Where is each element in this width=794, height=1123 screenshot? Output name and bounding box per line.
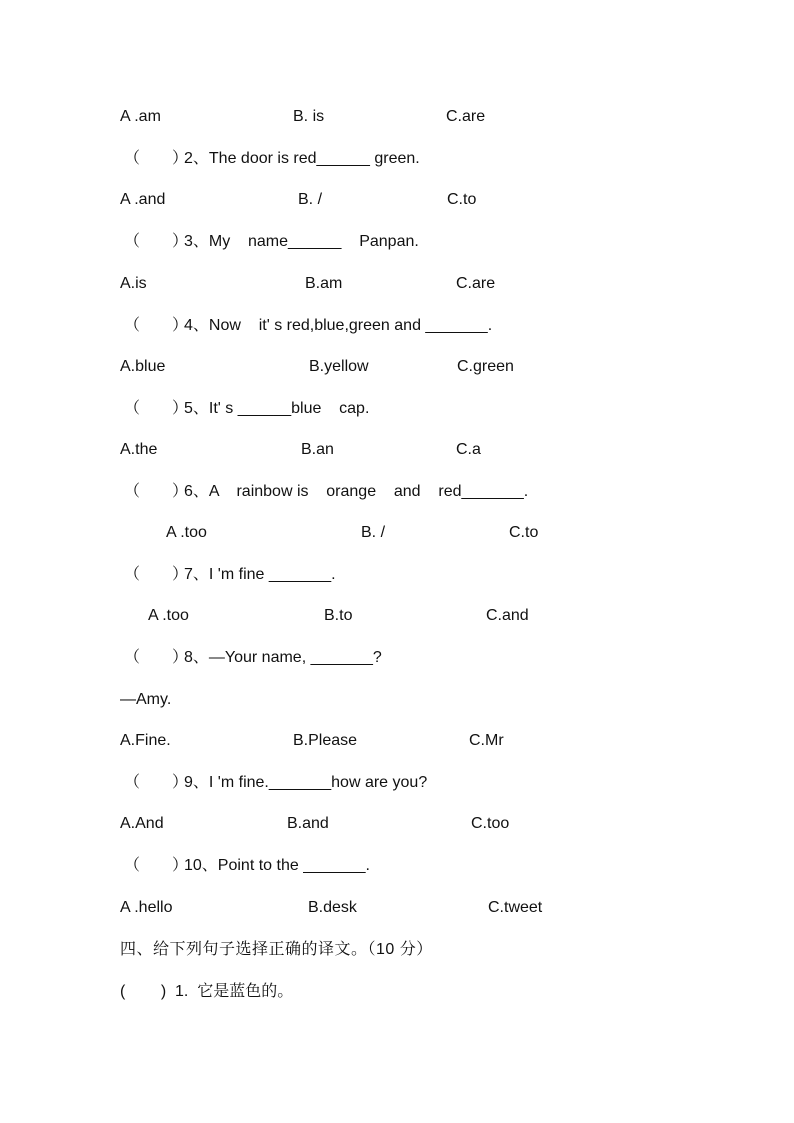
q5-answer-blank: （ ）	[124, 400, 189, 417]
q7-answer-blank: （ ）	[124, 566, 189, 583]
q8-option-c: C.Mr	[469, 732, 504, 749]
q6-answer-blank: （ ）	[124, 483, 189, 500]
question-2	[0, 147, 794, 171]
q8-option-b: B.Please	[293, 732, 358, 749]
q8-reply	[0, 688, 794, 712]
q7-option-b: B.to	[324, 607, 353, 624]
q3-text: 3、My name______ Panpan.	[184, 233, 419, 250]
q2-answer-blank: （ ）	[124, 150, 189, 167]
q4-text: 4、Now it' s red,blue,green and _______.	[184, 317, 493, 334]
q2-text: 2、The door is red______ green.	[184, 150, 420, 167]
q5-option-c: C.a	[456, 441, 481, 458]
q6-option-c: C.to	[509, 524, 539, 541]
q10-option-c: C.tweet	[488, 899, 543, 916]
q1-options	[0, 105, 794, 129]
q8-text: 8、—Your name, _______?	[184, 649, 382, 666]
q10-option-a: A .hello	[120, 899, 173, 916]
q3-option-b: B.am	[305, 275, 343, 292]
q3-answer-blank: （ ）	[124, 233, 189, 250]
question-9	[0, 771, 794, 795]
q9-options	[0, 812, 794, 836]
section-4-heading	[0, 938, 794, 962]
q8-answer-blank: （ ）	[124, 649, 189, 666]
q5-options	[0, 438, 794, 462]
q5-text: 5、It' s ______blue cap.	[184, 400, 370, 417]
q1-option-a: A .am	[120, 108, 161, 125]
q9-option-a: A.And	[120, 815, 164, 832]
q9-option-c: C.too	[471, 815, 510, 832]
q3-option-a: A.is	[120, 275, 147, 292]
question-5	[0, 397, 794, 421]
question-10	[0, 854, 794, 878]
q4-option-c: C.green	[457, 358, 514, 375]
question-7	[0, 563, 794, 587]
q2-option-c: C.to	[447, 191, 477, 208]
question-8	[0, 646, 794, 670]
q3-options	[0, 272, 794, 296]
q10-answer-blank: （ ）	[124, 857, 189, 874]
q4-options	[0, 355, 794, 379]
section-4-heading-text: 四、给下列句子选择正确的译文。（10 分）	[120, 941, 433, 958]
q1-option-c: C.are	[446, 108, 486, 125]
q8-options	[0, 729, 794, 753]
q4-answer-blank: （ ）	[124, 317, 189, 334]
q10-option-b: B.desk	[308, 899, 357, 916]
q6-option-b: B. /	[361, 524, 386, 541]
q2-option-b: B. /	[298, 191, 323, 208]
q9-answer-blank: （ ）	[124, 774, 189, 791]
s4-q1-answer-blank: ( )	[120, 983, 167, 1000]
q7-option-a: A .too	[148, 607, 189, 624]
q8-option-a: A.Fine.	[120, 732, 171, 749]
q3-option-c: C.are	[456, 275, 496, 292]
q8-reply-text: —Amy.	[120, 691, 172, 708]
q7-option-c: C.and	[486, 607, 529, 624]
q10-text: 10、Point to the _______.	[184, 857, 370, 874]
q4-option-b: B.yellow	[309, 358, 369, 375]
q7-text: 7、I 'm fine _______.	[184, 566, 336, 583]
q2-option-a: A .and	[120, 191, 166, 208]
q9-text: 9、I 'm fine._______how are you?	[184, 774, 428, 791]
q5-option-b: B.an	[301, 441, 334, 458]
q7-options	[0, 604, 794, 628]
s4-q1-text: 1. 它是蓝色的。	[175, 983, 294, 1000]
question-6	[0, 480, 794, 504]
q4-option-a: A.blue	[120, 358, 166, 375]
q6-text: 6、A rainbow is orange and red_______.	[184, 483, 529, 500]
question-3	[0, 230, 794, 254]
q6-options	[0, 521, 794, 545]
q1-option-b: B. is	[293, 108, 325, 125]
question-4	[0, 314, 794, 338]
q9-option-b: B.and	[287, 815, 329, 832]
q10-options	[0, 896, 794, 920]
q2-options	[0, 188, 794, 212]
q6-option-a: A .too	[166, 524, 207, 541]
q5-option-a: A.the	[120, 441, 158, 458]
section-4-question-1	[0, 980, 794, 1004]
